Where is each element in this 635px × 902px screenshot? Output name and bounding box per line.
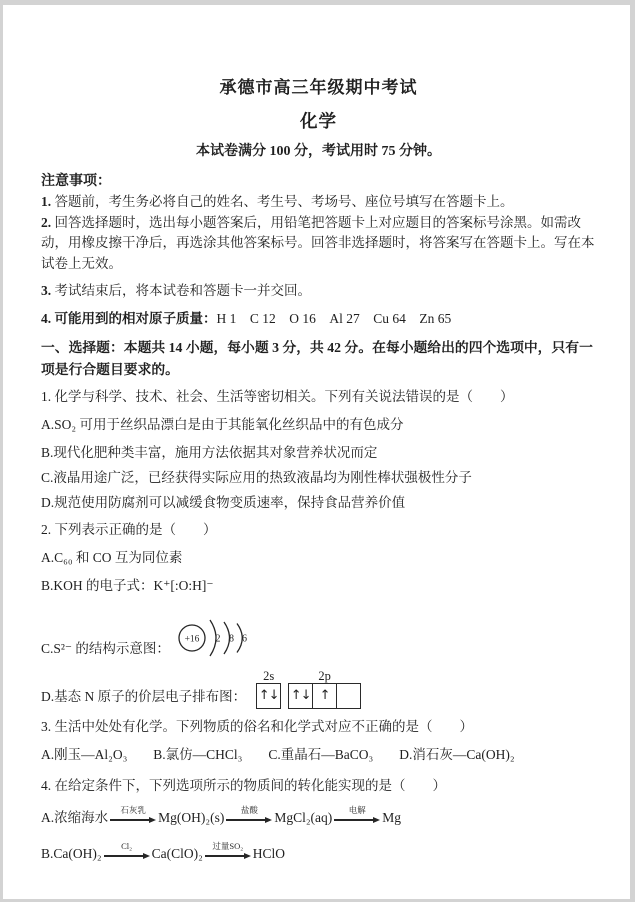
reaction-arrow xyxy=(226,806,272,824)
notice-item-text: 考试结束后，将本试卷和答题卡一并交回。 xyxy=(54,283,311,298)
product: Ca(ClO)₂ xyxy=(151,846,203,861)
option-d-label: D.基态 N 原子的价层电子排布图： xyxy=(41,689,247,704)
reaction-condition: 石灰乳 xyxy=(120,805,146,815)
question-2-option-d xyxy=(41,669,596,707)
notice-item-text: 回答选择题时，选出每小题答案后，用铅笔把答题卡上对应题目的答案标号涂黑。如需改动，用橡皮擦干净后，再选涂其他答案标号。回答非选择题时，将答案写在答题卡上。写在本试卷上无效。 xyxy=(41,214,595,271)
exam-paper-page xyxy=(3,5,630,899)
product: HClO xyxy=(252,846,286,861)
question-3-option-b: B.氯仿—CHCl₃ xyxy=(153,747,243,762)
koh-electron-formula: K⁺[:O:H]⁻ xyxy=(153,578,214,593)
question-1-option-d: D.规范使用防腐剂可以减缓食物变质速率，保持食品营养价值 xyxy=(41,495,406,510)
atomic-structure-diagram xyxy=(174,610,269,666)
notice-item-number: 2. xyxy=(41,214,52,230)
orbital-box-2p-2: ↑ xyxy=(313,683,337,709)
question-3-option-d: D.消石灰—Ca(OH)₂ xyxy=(399,747,515,762)
shell-3-count: 6 xyxy=(241,633,247,645)
orbital-label-2p: 2p xyxy=(318,669,331,683)
option-b-label: B.KOH 的电子式： xyxy=(41,578,154,593)
question-1-option-c: C.液晶用途广泛，已经获得实际应用的热致液晶均为刚性棒状强极性分子 xyxy=(41,470,472,485)
reaction-condition: 盐酸 xyxy=(240,805,258,815)
question-2-stem: 2. 下列表示正确的是（ ） xyxy=(41,522,217,537)
question-2-option-b xyxy=(41,576,596,596)
arrow-line xyxy=(226,816,272,824)
section-1-heading: 一、选择题：本题共 14 小题，每小题 3 分，共 42 分。在每小题给出的四个选项中，只有一项是行合题目要求的。 xyxy=(41,340,593,377)
reaction-arrow xyxy=(334,806,380,824)
orbital-2s-group xyxy=(256,669,281,709)
question-3-stem: 3. 生活中处处有化学。下列物质的俗名和化学式对应不正确的是（ ） xyxy=(41,719,473,734)
option-c-label: C.S²⁻ 的结构示意图： xyxy=(41,641,170,656)
orbital-box-2p-3 xyxy=(337,683,361,709)
orbital-diagram xyxy=(256,669,361,709)
question-2-option-a: A.C₆₀ 和 CO 互为同位素 xyxy=(41,550,183,565)
reaction-arrow xyxy=(205,842,251,860)
reactant: A.浓缩海水 xyxy=(41,810,109,825)
notice-item-number: 3. xyxy=(41,283,52,298)
reaction-condition: 电解 xyxy=(348,805,366,815)
question-1-option-b: B.现代化肥种类丰富，施用方法依据其对象营养状况而定 xyxy=(41,445,378,460)
product: Mg xyxy=(382,810,402,825)
exam-title: 承德市高三年级期中考试 xyxy=(219,78,418,97)
product: MgCl₂(aq) xyxy=(274,810,333,825)
orbital-2p-group xyxy=(288,669,361,709)
question-1-stem: 1. 化学与科学、技术、社会、生活等密切相关。下列有关说法错误的是（ ） xyxy=(41,389,514,404)
arrow-line xyxy=(104,852,150,860)
question-4-stem: 4. 在给定条件下，下列选项所示的物质间的转化能实现的是（ ） xyxy=(41,778,446,793)
reaction-condition: Cl₂ xyxy=(121,841,133,851)
notice-item-number: 1. xyxy=(41,194,52,209)
reactant: B.Ca(OH)₂ xyxy=(41,846,102,861)
exam-subject: 化学 xyxy=(300,111,337,131)
notice-heading: 注意事项： xyxy=(41,174,111,189)
product: Mg(OH)₂(s) xyxy=(158,810,225,825)
orbital-box-2s: ↑↓ xyxy=(256,683,281,709)
shell-2-count: 8 xyxy=(228,633,234,645)
exam-content xyxy=(3,5,630,864)
nucleus-charge: +16 xyxy=(184,634,200,645)
shell-1-count: 2 xyxy=(215,633,221,645)
reaction-arrow xyxy=(104,842,150,860)
exam-info-line: 本试卷满分 100 分，考试用时 75 分钟。 xyxy=(196,144,441,159)
arrow-line xyxy=(205,852,251,860)
notice-item-text: 答题前，考生务必将自己的姓名、考生号、考场号、座位号填写在答题卡上。 xyxy=(54,194,514,209)
reaction-condition: 过量SO₂ xyxy=(212,841,244,851)
question-3-option-a: A.刚玉—Al₂O₃ xyxy=(41,747,128,762)
notice-item-4 xyxy=(41,309,596,330)
notice-item-3 xyxy=(41,281,596,302)
notice-item-number: 4. xyxy=(41,310,52,326)
question-4-option-b xyxy=(41,841,596,864)
orbital-label-2s: 2s xyxy=(263,669,275,683)
reaction-arrow xyxy=(110,806,156,824)
orbital-box-2p-1: ↑↓ xyxy=(288,683,313,709)
arrow-line xyxy=(110,816,156,824)
question-4-option-a xyxy=(41,805,596,828)
question-3-option-c: C.重晶石—BaCO₃ xyxy=(268,747,374,762)
arrow-line xyxy=(334,816,380,824)
notice-item-text: 可能用到的相对原子质量： xyxy=(54,310,217,326)
question-1-option-a: A.SO₂ 可用于丝织品漂白是由于其能氧化丝织品中的有色成分 xyxy=(41,417,404,432)
notice-item-1 xyxy=(41,192,596,213)
question-2-option-c xyxy=(41,610,596,659)
question-3-options xyxy=(41,745,596,765)
atomic-masses: H 1 C 12 O 16 Al 27 Cu 64 Zn 65 xyxy=(216,310,452,326)
notice-item-2 xyxy=(41,213,596,275)
